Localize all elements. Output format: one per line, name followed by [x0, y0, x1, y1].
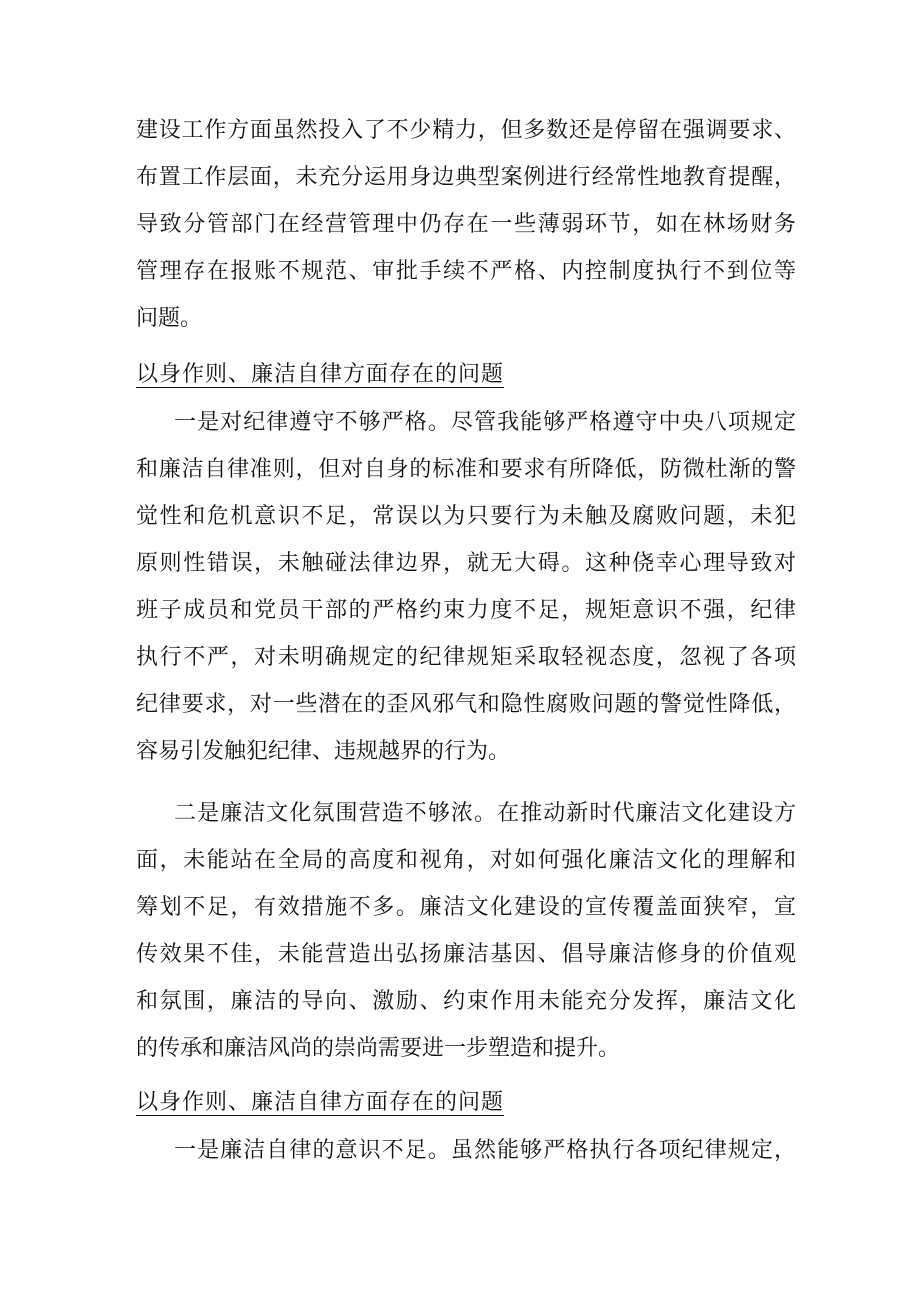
body-text-line: 班子成员和党员干部的严格约束力度不足，规矩意识不强，纪律	[136, 598, 796, 623]
body-text-line: 建设工作方面虽然投入了不少精力，但多数还是停留在强调要求、	[136, 118, 796, 143]
body-text-line: 的传承和廉洁风尚的崇尚需要进一步塑造和提升。	[136, 1036, 621, 1061]
body-text-line: 筹划不足，有效措施不多。廉洁文化建设的宣传覆盖面狭窄，宣	[136, 895, 796, 920]
body-text-line: 布置工作层面，未充分运用身边典型案例进行经常性地教育提醒，	[136, 165, 796, 190]
section-heading: 以身作则、廉洁自律方面存在的问题	[136, 1090, 505, 1115]
body-text-line: 一是廉洁自律的意识不足。虽然能够严格执行各项纪律规定，	[174, 1138, 796, 1163]
body-text-line: 一是对纪律遵守不够严格。尽管我能够严格遵守中央八项规定	[174, 410, 796, 435]
body-text-line: 传效果不佳，未能营造出弘扬廉洁基因、倡导廉洁修身的价值观	[136, 942, 796, 967]
body-text-line: 纪律要求，对一些潜在的歪风邪气和隐性腐败问题的警觉性降低，	[136, 692, 796, 717]
body-text-line: 问题。	[136, 306, 203, 331]
body-text-line: 和氛围，廉洁的导向、激励、约束作用未能充分发挥，廉洁文化	[136, 989, 796, 1014]
body-text-line: 面，未能站在全局的高度和视角，对如何强化廉洁文化的理解和	[136, 848, 796, 873]
body-text-line: 觉性和危机意识不足，常误以为只要行为未触及腐败问题，未犯	[136, 504, 796, 529]
body-text-line: 和廉洁自律准则，但对自身的标准和要求有所降低，防微杜渐的警	[136, 457, 796, 482]
body-text-line: 原则性错误，未触碰法律边界，就无大碍。这种侥幸心理导致对	[136, 551, 796, 576]
body-text-line: 二是廉洁文化氛围营造不够浓。在推动新时代廉洁文化建设方	[174, 801, 796, 826]
body-text-line: 导致分管部门在经营管理中仍存在一些薄弱环节，如在林场财务	[136, 212, 796, 237]
body-text-line: 执行不严，对未明确规定的纪律规矩采取轻视态度，忽视了各项	[136, 645, 796, 670]
body-text-line: 管理存在报账不规范、审批手续不严格、内控制度执行不到位等	[136, 259, 796, 284]
body-text-line: 容易引发触犯纪律、违规越界的行为。	[136, 739, 511, 764]
section-heading: 以身作则、廉洁自律方面存在的问题	[136, 362, 505, 387]
